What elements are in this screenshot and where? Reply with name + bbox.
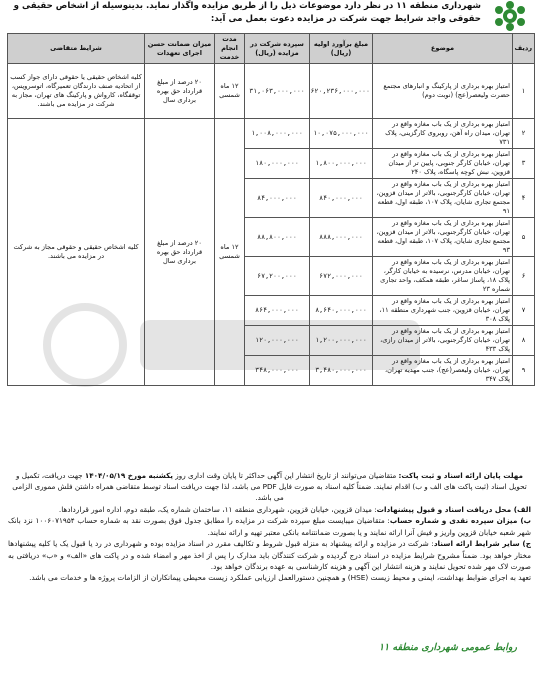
deadline-text-1: متقاضیان می‌توانند از تاریخ انتشار این آگهی حداکثر تا پایان وقت اداری روز: [175, 471, 397, 480]
detail-b-label: ب) میزان سپرده نقدی و شماره حساب: [389, 516, 531, 526]
notice-header: [0, 0, 539, 32]
municipality-logo-icon: [487, 0, 533, 32]
row-subject: امتیاز بهره برداری از پارکینگ و انبارهای مجتمع حضرت ولیعصر(عج) (نوبت دوم): [373, 64, 513, 119]
detail-a-label: الف) محل دریافت اسناد و قبول پیشنهادات: [376, 505, 531, 514]
detail-b: [8, 515, 531, 538]
row-index: ۷: [513, 296, 535, 326]
row-estimate: ۶۷۲,۰۰۰,۰۰۰: [310, 257, 373, 296]
row-deposit: ۳۴۸,۰۰۰,۰۰۰: [245, 356, 310, 386]
row-index: ۵: [513, 218, 535, 257]
notice-details: [8, 504, 531, 584]
row-estimate: ۱۰,۰۷۵,۰۰۰,۰۰۰: [310, 119, 373, 149]
detail-d: تعهد به اجرای ضوابط بهداشت، ایمنی و محیط زیست (HSE) و همچنین دستورالعمل ارزیابی عملکرد زیست محیطی پیمانکاران از الزامات پروژه ها و خدمات می باشد.: [29, 573, 531, 583]
table-row: [8, 119, 535, 149]
row-estimate: ۸۴۰,۰۰۰,۰۰۰: [310, 179, 373, 218]
row-index: ۶: [513, 257, 535, 296]
detail-c-label: ج) سایر شرایط ارائه اسناد: [433, 539, 532, 549]
detail-a-text: : میدان قزوین، خیابان قزوین، شهرداری منطقه ۱۱، ساختمان شماره یک، طبقه دوم، اداره امور قراردادها.: [58, 505, 377, 514]
row-duration: ۱۲ ماه شمسی: [215, 64, 245, 119]
row-deposit: ۸۴,۰۰۰,۰۰۰: [245, 179, 310, 218]
row-deposit: ۱,۰۰۸,۰۰۰,۰۰۰: [245, 119, 310, 149]
public-relations-signature: روابط عمومی شهرداری منطقه ۱۱: [378, 642, 517, 653]
detail-c-text: : شرکت در مزایده و ارائه پیشنهاد به منزله قبول شروط و تکالیف مقرر در اسناد مزایده بوده و شهرداری در رد یا قبول یک یا کلیه پیشنهادها مختار خواهد بود. ضمناً مشروح شرایط مزایده در اسناد درج گردیده و شرکت کنندگان باید مدارک را پس از اخذ مهر و امضاء شده و در پاکت های «الف» و «ب» دریافتی به صورت لاک مهر شده تحویل نمایند و هزینه انتشار این آگهی و هزینه کارشناسی به عهده برندگان خواهد بود.: [8, 539, 531, 572]
table-header-row: [8, 34, 535, 64]
row-deposit: ۶۷,۲۰۰,۰۰۰: [245, 257, 310, 296]
col-header-subject: موضوع: [373, 34, 513, 64]
row-index: ۲: [513, 119, 535, 149]
row-subject: امتیاز بهره برداری از یک باب مغازه واقع در تهران، خیابان ولیعصر(عج)، جنب مهدیه تهران، پلاک ۳۴۷: [373, 356, 513, 386]
deadline-date: یکشنبه مورخ ۱۴۰۴/۰۵/۱۹: [84, 471, 173, 480]
row-subject: امتیاز بهره برداری از یک باب مغازه واقع در تهران، میدان راه آهن، روبروی کارگزینی، پلاک ۷۳۱: [373, 119, 513, 149]
row-subject: امتیاز بهره برداری از یک باب مغازه واقع در تهران، خیابان مدرس، نرسیده به خیابان کارگر، پلاک ۱۸، پاساژ ساغر، طبقه همکف، واحد تجاری شماره ۲۳: [373, 257, 513, 296]
row-deposit: ۱۲۰,۰۰۰,۰۰۰: [245, 326, 310, 356]
detail-b-text: : متقاضیان میبایست مبلغ سپرده شرکت در مزایده را مطابق جدول فوق بصورت نقد به شماره حساب ۱۰۰۶۰۷۱۹۵۴ نزد بانک شهر شعبه خیابان قزوین واریز و فیش آنرا ارائه نمایند و یا بصورت ضمانتنامه بانکی معتبر تهیه و ارائه نمایند.: [8, 516, 531, 537]
row-estimate: ۳,۴۸۰,۰۰۰,۰۰۰: [310, 356, 373, 386]
col-header-duration: مدت انجام خدمت: [215, 34, 245, 64]
row-estimate: ۶۲۰,۲۳۶,۰۰۰,۰۰۰: [310, 64, 373, 119]
table-row: [8, 64, 535, 119]
row-guarantee: ۲۰ درصد از مبلغ قرارداد حق بهره برداری سال: [145, 64, 215, 119]
row-subject: امتیاز بهره برداری از یک باب مغازه واقع در تهران، خیابان کارگر جنوبی، پایین تر از میدان قزوین، نبش کوچه پاسگاه، پلاک ۲۴۰: [373, 149, 513, 179]
row-index: ۴: [513, 179, 535, 218]
row-deposit: ۸۸,۸۰۰,۰۰۰: [245, 218, 310, 257]
col-header-conditions: شرایط متقاضی: [8, 34, 145, 64]
row-estimate: ۱,۸۰۰,۰۰۰,۰۰۰: [310, 149, 373, 179]
row-index: ۳: [513, 149, 535, 179]
row-estimate: ۸۸۸,۰۰۰,۰۰۰: [310, 218, 373, 257]
row-subject: امتیاز بهره برداری از یک باب مغازه واقع در تهران، خیابان کارگرجنوبی، بالاتر از میدان قزوین، مجتمع تجاری شایان، پلاک ۱۰۷، طبقه اول، قطعه ۹۳: [373, 218, 513, 257]
deadline-notice: [8, 470, 531, 503]
header-text: شهرداری منطقه ۱۱ در نظر دارد موضوعات ذیل را از طریق مزایده واگذار نماید. بدینوسیله از اشخاص حقیقی و حقوقی واجد شرایط جهت شرکت در مزایده دعوت بعمل می آید:: [13, 1, 481, 24]
row-subject: امتیاز بهره برداری از یک باب مغازه واقع در تهران، خیابان کارگرجنوبی، بالاتر از میدان قزوین، مجتمع تجاری شایان، پلاک ۱۰۷، طبقه اول، قطعه ۹۱: [373, 179, 513, 218]
detail-c: [8, 538, 531, 572]
row-subject: امتیاز بهره برداری از یک باب مغازه واقع در تهران، خیابان قزوین، جنب شهرداری منطقه ۱۱، پلاک ۳۰۸: [373, 296, 513, 326]
row-deposit: ۸۶۴,۰۰۰,۰۰۰: [245, 296, 310, 326]
row-index: ۸: [513, 326, 535, 356]
row-index: ۱: [513, 64, 535, 119]
detail-a: [8, 504, 531, 515]
row-estimate: ۸,۶۴۰,۰۰۰,۰۰۰: [310, 296, 373, 326]
deadline-label: مهلت پایان ارائه اسناد و ثبت پاکت:: [398, 471, 523, 480]
row-subject: امتیاز بهره برداری از یک باب مغازه واقع در تهران، خیابان کارگرجنوبی، بالاتر از میدان رازی، پلاک ۴۳۳: [373, 326, 513, 356]
row-conditions: کلیه اشخاص حقیقی یا حقوقی دارای جواز کسب از اتحادیه صنف دارندگان تعمیرگاه، اتوسرویس، توقفگاه، کارواش و پارکینگ های تهران، مجاز به شرکت در مزایده می باشند.: [8, 64, 145, 119]
deadline-text-2: جهت دریافت، تکمیل و تحویل اسناد (ثبت پاکت های الف و ب) اقدام نمایند. ضمناً کلیه اسناد به صورت فایل PDF می باشد، لذا جهت دریافت اسناد توسط متقاضی همراه داشتن فلش مموری الزامی می باشد.: [12, 471, 527, 502]
group-guarantee: ۲۰ درصد از مبلغ قرارداد حق بهره برداری سال: [145, 119, 215, 386]
row-deposit: ۳۱,۰۶۳,۰۰۰,۰۰۰: [245, 64, 310, 119]
col-header-guarantee: میزان ضمانت حسن اجرای تعهدات: [145, 34, 215, 64]
col-header-estimate: مبلغ برآورد اولیه (ریال): [310, 34, 373, 64]
group-conditions: کلیه اشخاص حقیقی و حقوقی مجاز به شرکت در مزایده می باشند.: [8, 119, 145, 386]
col-header-index: ردیف: [513, 34, 535, 64]
col-header-deposit: سپرده شرکت در مزایده (ریال): [245, 34, 310, 64]
row-deposit: ۱۸۰,۰۰۰,۰۰۰: [245, 149, 310, 179]
tender-table: [7, 33, 535, 386]
group-duration: ۱۲ ماه شمسی: [215, 119, 245, 386]
row-index: ۹: [513, 356, 535, 386]
row-estimate: ۱,۲۰۰,۰۰۰,۰۰۰: [310, 326, 373, 356]
